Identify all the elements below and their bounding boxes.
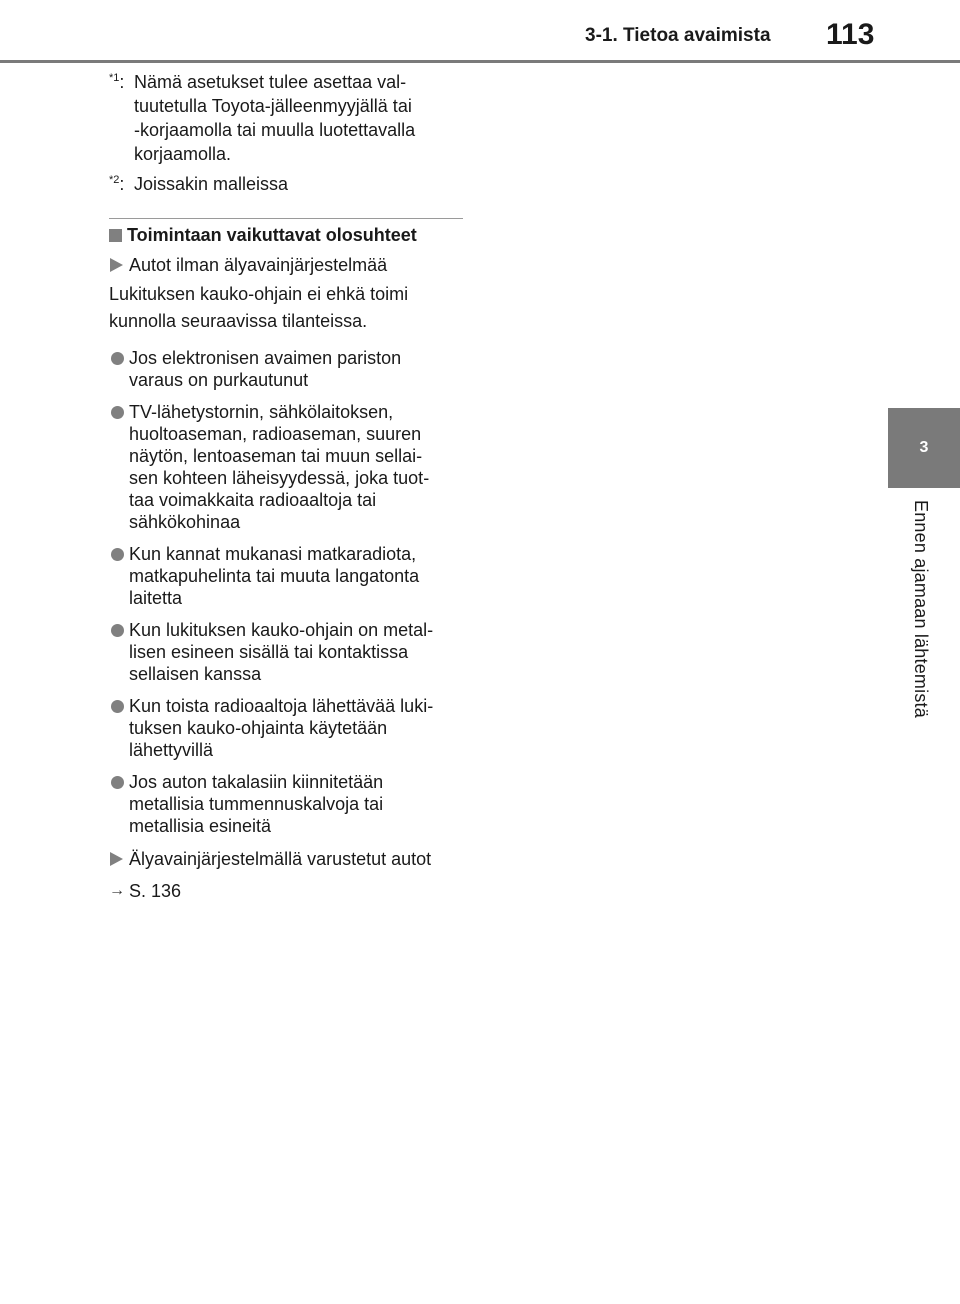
subheading-text: Älyavainjärjestelmällä varustetut autot <box>129 849 432 869</box>
bullet-list <box>109 347 469 837</box>
subheading-text: Autot ilman älyavainjärjestelmää <box>129 255 388 275</box>
section-title: 3-1. Tietoa avaimista <box>585 25 771 46</box>
circle-bullet-icon <box>111 406 124 419</box>
footnote-mark: $^{*1}$: <box>109 72 125 92</box>
footnote-text: Joissakin malleissa <box>134 174 289 194</box>
footnote <box>109 70 469 166</box>
footnote-mark: $^{*2}$: <box>109 174 125 194</box>
list-item <box>109 619 469 685</box>
arrow-right-icon: → <box>109 882 125 899</box>
list-item-text: TV-lähetystornin, sähkölaitoksen, huoltoaseman, radioaseman, suuren näytön, lentoaseman tai muun sellai- sen kohteen läheisyydessä, joka tuot- taa voimakkaita radioaaltoja tai sähkökohinaa <box>129 402 430 532</box>
footnote <box>109 172 469 196</box>
square-bullet-icon <box>109 229 122 242</box>
list-item <box>109 347 469 391</box>
list-item <box>109 771 469 837</box>
header-rule <box>0 60 960 63</box>
chapter-tab-number: 3 <box>888 408 960 488</box>
list-item-text: Jos auton takalasiin kiinnitetään metallisia tummennuskalvoja tai metallisia esineitä <box>129 772 384 836</box>
chapter-tab <box>888 492 960 792</box>
main-column <box>109 70 469 903</box>
circle-bullet-icon <box>111 624 124 637</box>
circle-bullet-icon <box>111 776 124 789</box>
circle-bullet-icon <box>111 548 124 561</box>
page-number: 113 <box>826 18 875 51</box>
list-item-text: Kun toista radioaaltoja lähettävää luki- tuksen kauko-ohjainta käytetään lähettyvillä <box>129 696 434 760</box>
list-item <box>109 543 469 609</box>
list-item <box>109 401 469 533</box>
list-item-text: Kun kannat mukanasi matkaradiota, matkapuhelinta tai muuta langatonta laitetta <box>129 544 420 608</box>
list-item-text: Kun lukituksen kauko-ohjain on metal- lisen esineen sisällä tai kontaktissa sellaisen kanssa <box>129 620 434 684</box>
paragraph: Lukituksen kauko-ohjain ei ehkä toimi kunnolla seuraavissa tilanteissa. <box>109 284 409 331</box>
circle-bullet-icon <box>111 352 124 365</box>
triangle-right-icon <box>110 258 123 272</box>
section-heading-text: Toimintaan vaikuttavat olosuhteet <box>127 225 417 245</box>
subheading <box>109 847 469 871</box>
list-item <box>109 695 469 761</box>
circle-bullet-icon <box>111 700 124 713</box>
page-reference-link[interactable] <box>109 879 469 903</box>
triangle-right-icon <box>110 852 123 866</box>
section-divider <box>109 218 463 219</box>
footnote-text: Nämä asetukset tulee asettaa val- tuutetulla Toyota-jälleenmyyjällä tai -korjaamolla tai muulla luotettavalla korjaamolla. <box>134 72 416 164</box>
section-heading <box>109 223 469 247</box>
list-item-text: Jos elektronisen avaimen pariston varaus on purkautunut <box>129 348 402 390</box>
subheading <box>109 253 469 277</box>
chapter-tab-title: Ennen ajamaan lähtemistä <box>911 500 931 718</box>
page-reference-text[interactable]: S. 136 <box>129 881 182 901</box>
